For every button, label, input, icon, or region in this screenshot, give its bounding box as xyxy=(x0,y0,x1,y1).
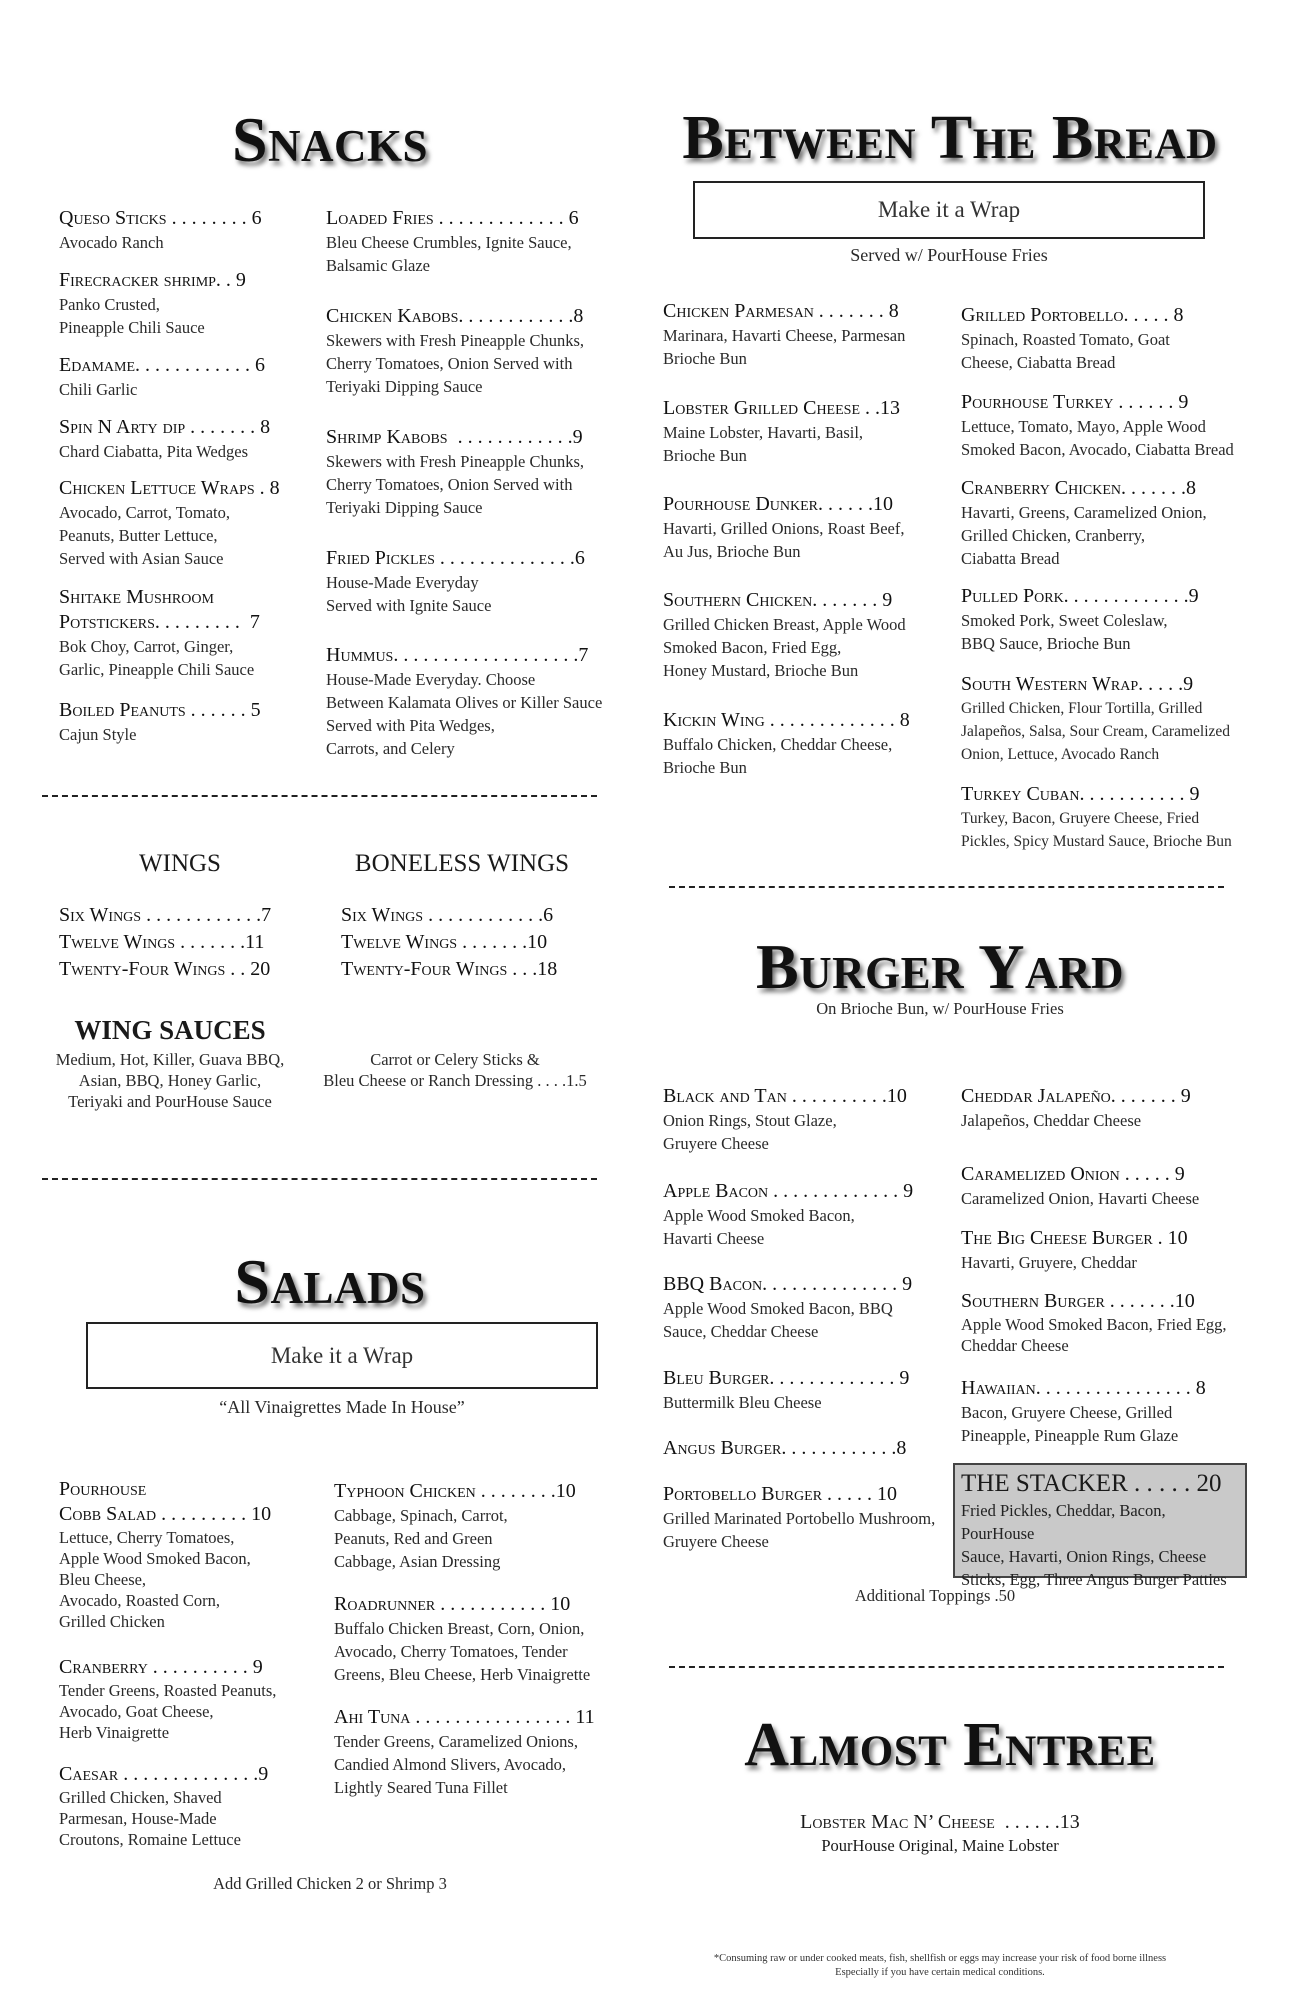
menu-item xyxy=(663,708,910,779)
bread-subtitle: Served w/ PourHouse Fries xyxy=(850,245,1048,265)
salads-subtitle: “All Vinaigrettes Made In House” xyxy=(219,1397,465,1417)
item-description: Bleu Cheese Crumbles, Ignite Sauce, Balsamic Glaze xyxy=(326,233,572,275)
item-name: BBQ Bacon. . . . . . . . . . . . . . 9 xyxy=(663,1273,913,1295)
item-name: Ahi Tuna . . . . . . . . . . . . . . . . 11 xyxy=(334,1706,595,1728)
item-description: Apple Wood Smoked Bacon, BBQ Sauce, Cheddar Cheese xyxy=(663,1299,893,1341)
item-name: Pourhouse Cobb Salad . . . . . . . . . 10 xyxy=(59,1478,272,1525)
item-description: PourHouse Original, Maine Lobster xyxy=(821,1836,1059,1855)
menu-item xyxy=(334,1592,590,1686)
section-divider xyxy=(42,795,597,797)
item-name: Black and Tan . . . . . . . . . .10 xyxy=(663,1085,907,1107)
item-name: Roadrunner . . . . . . . . . . . 10 xyxy=(334,1593,571,1615)
item-name: Angus Burger. . . . . . . . . . . .8 xyxy=(663,1437,907,1459)
menu-item xyxy=(59,1762,268,1850)
menu-item xyxy=(59,206,262,254)
item-description: Maine Lobster, Havarti, Basil, Brioche Bun xyxy=(663,423,864,465)
item-description: Grilled Marinated Portobello Mushroom, Gruyere Cheese xyxy=(663,1509,936,1551)
item-name: Typhoon Chicken . . . . . . . .10 xyxy=(334,1480,576,1502)
item-name: Six Wings . . . . . . . . . . . .7 xyxy=(59,904,272,926)
item-name: Firecracker shrimp. . 9 xyxy=(59,269,246,291)
item-description: Apple Wood Smoked Bacon, Havarti Cheese xyxy=(663,1206,855,1248)
item-description: Lettuce, Cherry Tomatoes, Apple Wood Smoked Bacon, Bleu Cheese, Avocado, Roasted Corn, Grilled Chicken xyxy=(59,1528,251,1631)
item-name: Twenty-Four Wings . . 20 xyxy=(59,958,271,980)
item-name: Shrimp Kabobs . . . . . . . . . . . .9 xyxy=(326,426,583,448)
item-name: Cranberry . . . . . . . . . . 9 xyxy=(59,1656,263,1678)
item-name: Portobello Burger . . . . . 10 xyxy=(663,1483,898,1505)
wings-list xyxy=(59,903,271,982)
menu-item xyxy=(326,546,585,617)
between-the-bread-title: Between The Bread xyxy=(682,104,1218,172)
menu-item xyxy=(961,672,1230,766)
item-name: Lobster Grilled Cheese . .13 xyxy=(663,397,900,419)
almost-entree-title: Almost Entree xyxy=(744,1711,1156,1779)
item-description: Grilled Chicken, Shaved Parmesan, House-Made Croutons, Romaine Lettuce xyxy=(59,1788,241,1849)
wing-sauces-title: WING SAUCES xyxy=(74,1015,266,1045)
item-description: Onion Rings, Stout Glaze, Gruyere Cheese xyxy=(663,1111,837,1153)
menu-item xyxy=(59,476,280,570)
item-description: Havarti, Gruyere, Cheddar xyxy=(961,1253,1137,1272)
item-name: Southern Burger . . . . . . .10 xyxy=(961,1290,1195,1312)
food-safety-disclaimer: *Consuming raw or under cooked meats, fish, shellfish or eggs may increase your risk of food borne illness Especially if you have certain medical conditions. xyxy=(713,1953,1167,1978)
menu-item xyxy=(59,1477,271,1632)
wings-title: WINGS xyxy=(139,850,221,877)
item-description: Turkey, Bacon, Gruyere Cheese, Fried Pickles, Spicy Mustard Sauce, Brioche Bun xyxy=(961,810,1232,850)
menu-item xyxy=(59,1655,276,1743)
menu-item xyxy=(961,1084,1191,1132)
item-name: Chicken Parmesan . . . . . . . 8 xyxy=(663,300,899,322)
menu-item xyxy=(700,1810,1180,1856)
item-description: Grilled Chicken Breast, Apple Wood Smoked Bacon, Fried Egg, Honey Mustard, Brioche Bun xyxy=(663,615,906,680)
make-it-a-wrap-box: Make it a Wrap xyxy=(86,1322,598,1389)
item-name: Lobster Mac N’ Cheese . . . . . .13 xyxy=(800,1811,1080,1833)
menu-item xyxy=(334,1705,595,1799)
menu-item xyxy=(59,585,260,681)
item-description: Skewers with Fresh Pineapple Chunks, Cherry Tomatoes, Onion Served with Teriyaki Dipping Sauce xyxy=(326,331,585,396)
item-description: Tender Greens, Roasted Peanuts, Avocado, Goat Cheese, Herb Vinaigrette xyxy=(59,1681,277,1742)
item-description: Marinara, Havarti Cheese, Parmesan Brioche Bun xyxy=(663,326,906,368)
item-name: Turkey Cuban. . . . . . . . . . . 9 xyxy=(961,783,1200,805)
menu-item xyxy=(663,1366,909,1414)
item-name: Six Wings . . . . . . . . . . . .6 xyxy=(341,904,554,926)
sides-note: Carrot or Celery Sticks & Bleu Cheese or Ranch Dressing . . . .1.5 xyxy=(323,1050,587,1090)
menu-item xyxy=(663,492,905,563)
item-name: Hawaiian. . . . . . . . . . . . . . . . 8 xyxy=(961,1377,1206,1399)
item-description: Spinach, Roasted Tomato, Goat Cheese, Ciabatta Bread xyxy=(961,330,1170,372)
item-description: Bok Choy, Carrot, Ginger, Garlic, Pineapple Chili Sauce xyxy=(59,637,255,679)
item-description: House-Made Everyday. Choose Between Kalamata Olives or Killer Sauce Served with Pita Wedges, Carrots, and Celery xyxy=(326,670,603,758)
item-name: Southern Chicken. . . . . . . 9 xyxy=(663,589,893,611)
menu-item xyxy=(961,303,1183,374)
item-name: Hummus. . . . . . . . . . . . . . . . . . .7 xyxy=(326,644,589,666)
item-name: Pourhouse Turkey . . . . . . 9 xyxy=(961,391,1189,413)
snacks-title: Snacks xyxy=(231,104,429,175)
item-name: Chicken Kabobs. . . . . . . . . . . .8 xyxy=(326,305,584,327)
item-name: Spin N Arty dip . . . . . . . 8 xyxy=(59,416,271,438)
menu-item xyxy=(663,396,900,467)
item-name: Pourhouse Dunker. . . . . .10 xyxy=(663,493,894,515)
item-name: Pulled Pork. . . . . . . . . . . . .9 xyxy=(961,585,1199,607)
item-description: Cabbage, Spinach, Carrot, Peanuts, Red and Green Cabbage, Asian Dressing xyxy=(334,1506,508,1571)
section-divider xyxy=(669,1666,1224,1668)
menu-item xyxy=(663,299,905,370)
item-name: Bleu Burger. . . . . . . . . . . . . 9 xyxy=(663,1367,910,1389)
item-description: Tender Greens, Caramelized Onions, Candied Almond Slivers, Avocado, Lightly Seared Tuna Fillet xyxy=(334,1732,578,1797)
menu-item xyxy=(59,698,261,746)
item-name: Kickin Wing . . . . . . . . . . . . . 8 xyxy=(663,709,910,731)
section-divider xyxy=(42,1178,597,1180)
item-name: Twelve Wings . . . . . . .10 xyxy=(341,931,548,953)
item-name: Cheddar Jalapeño. . . . . . . 9 xyxy=(961,1085,1191,1107)
item-description: Smoked Pork, Sweet Coleslaw, BBQ Sauce, Brioche Bun xyxy=(961,611,1168,653)
menu-item xyxy=(59,415,270,463)
item-name: Edamame. . . . . . . . . . . . 6 xyxy=(59,354,265,376)
section-divider xyxy=(669,886,1224,888)
item-description: Fried Pickles, Cheddar, Bacon, PourHouse Sauce, Havarti, Onion Rings, Cheese Sticks, Egg, Three Angus Burger Patties xyxy=(961,1501,1227,1589)
menu-item xyxy=(961,476,1207,570)
salad-addon-note: Add Grilled Chicken 2 or Shrimp 3 xyxy=(213,1874,447,1893)
menu-item xyxy=(961,390,1234,461)
item-description: Jalapeños, Cheddar Cheese xyxy=(961,1111,1142,1130)
item-description: Apple Wood Smoked Bacon, Fried Egg, Cheddar Cheese xyxy=(961,1315,1227,1355)
boneless-wings-title: BONELESS WINGS xyxy=(354,850,570,877)
item-name: Twelve Wings . . . . . . .11 xyxy=(59,931,265,953)
boneless-wings-list xyxy=(341,903,557,982)
item-description: Avocado Ranch xyxy=(59,233,164,252)
item-description: Buffalo Chicken, Cheddar Cheese, Brioche Bun xyxy=(663,735,893,777)
menu-item xyxy=(326,425,584,519)
menu-item xyxy=(663,588,906,682)
wing-sauces-list: Medium, Hot, Killer, Guava BBQ, Asian, BBQ, Honey Garlic, Teriyaki and PourHouse Sauce xyxy=(55,1050,285,1111)
menu-item xyxy=(663,1179,913,1250)
item-name: THE STACKER . . . . . 20 xyxy=(961,1470,1222,1497)
item-description: Chili Garlic xyxy=(59,380,138,399)
item-description: Skewers with Fresh Pineapple Chunks, Cherry Tomatoes, Onion Served with Teriyaki Dipping Sauce xyxy=(326,452,585,517)
menu-item xyxy=(961,1289,1227,1356)
item-description: Avocado, Carrot, Tomato, Peanuts, Butter Lettuce, Served with Asian Sauce xyxy=(59,503,230,568)
menu-item xyxy=(961,1376,1206,1447)
item-description: Bacon, Gruyere Cheese, Grilled Pineapple, Pineapple Rum Glaze xyxy=(961,1403,1179,1445)
menu-item xyxy=(334,1479,576,1573)
item-name: Cranberry Chicken. . . . . . .8 xyxy=(961,477,1197,499)
menu-item xyxy=(663,1436,906,1461)
item-description: Buttermilk Bleu Cheese xyxy=(663,1393,822,1412)
item-name: South Western Wrap. . . . .9 xyxy=(961,673,1194,695)
item-description: Chard Ciabatta, Pita Wedges xyxy=(59,442,248,461)
item-name: The Big Cheese Burger . 10 xyxy=(961,1227,1188,1249)
item-description: House-Made Everyday Served with Ignite Sauce xyxy=(326,573,492,615)
item-description: Panko Crusted, Pineapple Chili Sauce xyxy=(59,295,205,337)
item-name: Chicken Lettuce Wraps . 8 xyxy=(59,477,280,499)
item-name: Fried Pickles . . . . . . . . . . . . . .6 xyxy=(326,547,585,569)
item-description: Grilled Chicken, Flour Tortilla, Grilled Jalapeños, Salsa, Sour Cream, Caramelized Onion, Lettuce, Avocado Ranch xyxy=(961,700,1231,763)
menu-item xyxy=(961,1226,1188,1274)
item-description: Havarti, Greens, Caramelized Onion, Grilled Chicken, Cranberry, Ciabatta Bread xyxy=(961,503,1207,568)
menu-item xyxy=(663,1084,907,1155)
item-description: Havarti, Grilled Onions, Roast Beef, Au Jus, Brioche Bun xyxy=(663,519,905,561)
burger-subtitle: On Brioche Bun, w/ PourHouse Fries xyxy=(816,999,1064,1018)
salads-title: Salads xyxy=(234,1246,426,1317)
menu-item xyxy=(326,206,579,277)
menu-item xyxy=(326,643,602,760)
item-name: Twenty-Four Wings . . .18 xyxy=(341,958,558,980)
item-name: Apple Bacon . . . . . . . . . . . . . 9 xyxy=(663,1180,914,1202)
menu-item xyxy=(326,304,584,398)
item-name: Caramelized Onion . . . . . 9 xyxy=(961,1163,1185,1185)
menu-item xyxy=(663,1272,912,1343)
stacker-feature-box xyxy=(953,1463,1247,1589)
item-description: Lettuce, Tomato, Mayo, Apple Wood Smoked Bacon, Avocado, Ciabatta Bread xyxy=(961,417,1234,459)
item-description: Buffalo Chicken Breast, Corn, Onion, Avocado, Cherry Tomatoes, Tender Greens, Bleu Cheese, Herb Vinaigrette xyxy=(334,1619,591,1684)
item-name: Queso Sticks . . . . . . . . 6 xyxy=(59,207,262,229)
item-name: Caesar . . . . . . . . . . . . . .9 xyxy=(59,1763,269,1785)
menu-item xyxy=(663,1482,935,1553)
menu-item xyxy=(961,782,1232,853)
menu-item xyxy=(59,353,265,401)
toppings-note: Additional Toppings .50 xyxy=(854,1586,1016,1605)
item-description: Caramelized Onion, Havarti Cheese xyxy=(961,1189,1200,1208)
item-name: Boiled Peanuts . . . . . . 5 xyxy=(59,699,261,721)
burger-yard-title: Burger Yard xyxy=(755,931,1125,1002)
item-description: Cajun Style xyxy=(59,725,137,744)
item-name: Loaded Fries . . . . . . . . . . . . . 6 xyxy=(326,207,579,229)
menu-item xyxy=(961,1162,1199,1210)
menu-item xyxy=(961,584,1199,655)
item-name: Grilled Portobello. . . . . 8 xyxy=(961,304,1184,326)
item-name: Shitake Mushroom Potstickers. . . . . . . . . 7 xyxy=(59,586,260,633)
make-it-a-wrap-box: Make it a Wrap xyxy=(693,181,1205,239)
menu-item xyxy=(59,268,246,339)
